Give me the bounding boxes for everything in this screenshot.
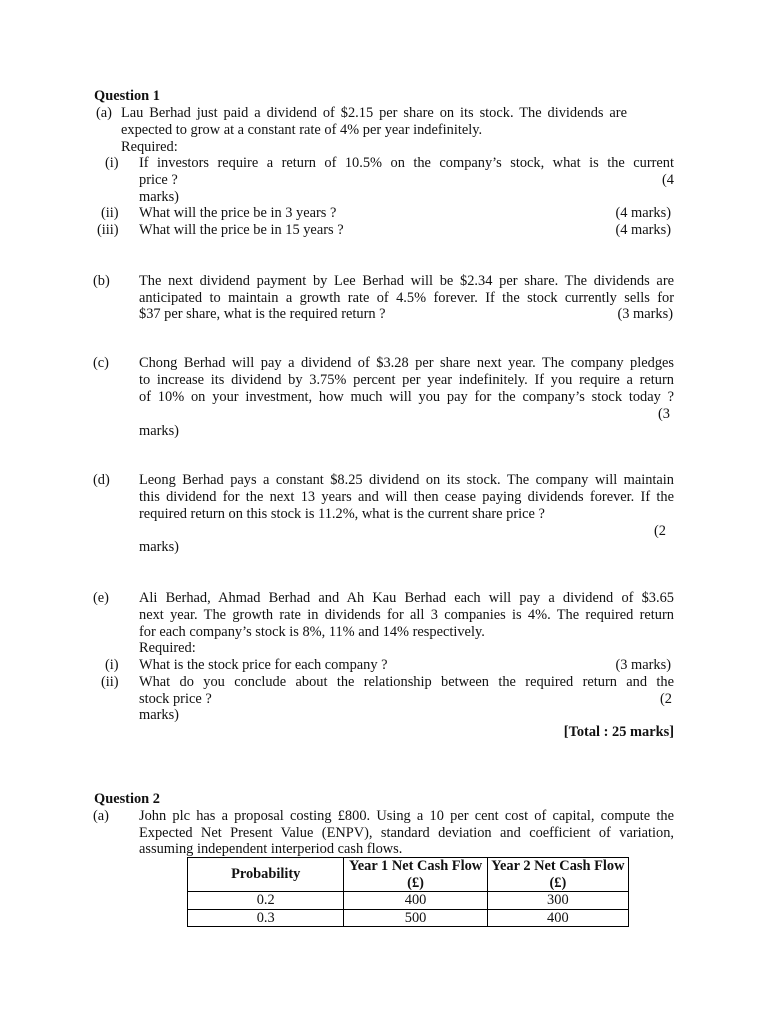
part-e-text-line: for each company’s stock is 8%, 11% and 14% respectively. — [139, 624, 485, 640]
table-cell: 0.2 — [188, 892, 344, 910]
column-header: Year 2 Net Cash Flow (£) — [487, 858, 628, 892]
marks-label: (3 marks) — [617, 306, 673, 322]
sub-i-label: (i) — [105, 155, 119, 171]
sub-i-text-line: price ? — [139, 172, 178, 188]
table-cell: 400 — [487, 909, 628, 927]
part-c-text-line: to increase its dividend by 3.75% percent per year indefinitely. If you require a return — [139, 372, 674, 388]
question-2-title: Question 2 — [94, 791, 160, 807]
part-d-label: (d) — [93, 472, 110, 488]
sub-i-text-line: If investors require a return of 10.5% on the company’s stock, what is the current — [139, 155, 674, 171]
cash-flow-table — [187, 857, 629, 927]
table-row — [188, 909, 629, 927]
marks-label: marks) — [139, 423, 179, 439]
table-cell: 300 — [487, 892, 628, 910]
part-a-text-line: expected to grow at a constant rate of 4% per year indefinitely. — [121, 122, 483, 138]
part-c-text-line: of 10% on your investment, how much will you pay for the company’s stock today ? — [139, 389, 674, 405]
part-d-text-line: this dividend for the next 13 years and will then cease paying dividends forever. If the — [139, 489, 674, 505]
sub-i-label: (i) — [105, 657, 119, 673]
q2-part-a-text-line: John plc has a proposal costing £800. Using a 10 per cent cost of capital, compute the — [139, 808, 674, 824]
marks-label: (3 — [658, 406, 670, 422]
marks-label: (4 marks) — [615, 222, 671, 238]
part-d-text-line: Leong Berhad pays a constant $8.25 dividend on its stock. The company will maintain — [139, 472, 674, 488]
column-header: Year 1 Net Cash Flow (£) — [344, 858, 487, 892]
marks-label: marks) — [139, 707, 179, 723]
part-b-text-line: The next dividend payment by Lee Berhad will be $2.34 per share. The dividends are — [139, 273, 674, 289]
marks-label: (4 — [662, 172, 674, 188]
q2-part-a-text-line: Expected Net Present Value (ENPV), standard deviation and coefficient of variation, — [139, 825, 674, 841]
part-b-text-line: anticipated to maintain a growth rate of 4.5% forever. If the stock currently sells for — [139, 290, 674, 306]
marks-label: marks) — [139, 539, 179, 555]
marks-label: marks) — [139, 189, 179, 205]
part-b-text-line: $37 per share, what is the required return ? — [139, 306, 386, 322]
sub-ii-label: (ii) — [101, 205, 119, 221]
table-cell: 400 — [344, 892, 487, 910]
part-b-label: (b) — [93, 273, 110, 289]
sub-iii-text: What will the price be in 15 years ? — [139, 222, 344, 238]
total-marks: [Total : 25 marks] — [563, 724, 674, 740]
part-a-label: (a) — [93, 808, 109, 824]
part-a-label: (a) — [96, 105, 112, 121]
sub-i-text: What is the stock price for each company ? — [139, 657, 388, 673]
part-c-label: (c) — [93, 355, 109, 371]
marks-label: (4 marks) — [615, 205, 671, 221]
q2-part-a-text-line: assuming independent interperiod cash flows. — [139, 841, 403, 857]
sub-ii-text-line: What do you conclude about the relationship between the required return and the — [139, 674, 674, 690]
part-a-text-line: Lau Berhad just paid a dividend of $2.15 per share on its stock. The dividends are — [121, 105, 627, 121]
part-e-label: (e) — [93, 590, 109, 606]
table-cell: 0.3 — [188, 909, 344, 927]
marks-label: (3 marks) — [615, 657, 671, 673]
part-d-text-line: required return on this stock is 11.2%, what is the current share price ? — [139, 506, 545, 522]
part-e-text-line: next year. The growth rate in dividends for all 3 companies is 4%. The required return — [139, 607, 674, 623]
part-c-text-line: Chong Berhad will pay a dividend of $3.28 per share next year. The company pledges — [139, 355, 674, 371]
required-label: Required: — [121, 139, 178, 155]
column-header: Probability — [188, 858, 344, 892]
table-header-row — [188, 858, 629, 892]
sub-iii-label: (iii) — [97, 222, 119, 238]
table-cell: 500 — [344, 909, 487, 927]
table-row — [188, 892, 629, 910]
sub-ii-text: What will the price be in 3 years ? — [139, 205, 337, 221]
required-label: Required: — [139, 640, 196, 656]
sub-ii-text-line: stock price ? — [139, 691, 212, 707]
marks-label: (2 — [654, 523, 666, 539]
sub-ii-label: (ii) — [101, 674, 119, 690]
marks-label: (2 — [660, 691, 672, 707]
question-1-title: Question 1 — [94, 88, 160, 104]
part-e-text-line: Ali Berhad, Ahmad Berhad and Ah Kau Berhad each will pay a dividend of $3.65 — [139, 590, 674, 606]
